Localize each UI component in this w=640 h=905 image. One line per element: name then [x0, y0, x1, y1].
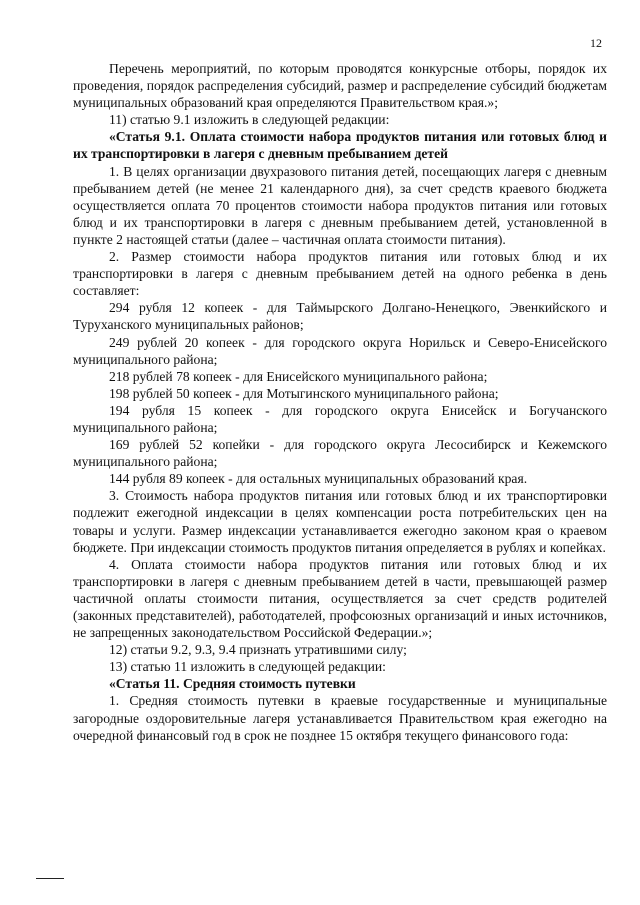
page-number: 12	[590, 36, 602, 50]
paragraph-9-1-point-4: 4. Оплата стоимости набора продуктов питания или готовых блюд и их транспортировки в лагеря с дневным пребыванием детей в части, превышающей размер частичной оплаты стоимости питания, осуществляется за счет средств родителей (законных представителей), работодателей, профсоюзных организаций и иных источников, не запрещенных законодательством Российской Федерации.»;	[73, 556, 607, 641]
paragraph-events-list: Перечень мероприятий, по которым проводятся конкурсные отборы, порядок их проведения, порядок распределения субсидий, размер и распределение субсидий бюджетам муниципальных образований края определяются Правительством края.»;	[73, 61, 607, 111]
paragraph-9-1-point-2: 2. Размер стоимости набора продуктов питания или готовых блюд и их транспортировки в лагеря с дневным пребыванием детей на одного ребенка в день составляет:	[73, 249, 607, 299]
footer-divider	[36, 878, 64, 879]
price-item-194: 194 рубля 15 копеек - для городского округа Енисейск и Богучанского муниципального района;	[73, 402, 607, 435]
paragraph-item-13: 13) статью 11 изложить в следующей редакции:	[109, 659, 386, 675]
price-item-169: 169 рублей 52 копейки - для городского округа Лесосибирск и Кежемского муниципального района;	[73, 437, 607, 470]
document-body	[73, 60, 607, 744]
paragraph-item-11: 11) статью 9.1 изложить в следующей редакции:	[109, 112, 390, 128]
paragraph-item-12: 12) статьи 9.2, 9.3, 9.4 признать утратившими силу;	[109, 642, 407, 658]
price-item-144: 144 рубля 89 копеек - для остальных муниципальных образований края.	[109, 471, 528, 487]
article-9-1-heading: «Статья 9.1. Оплата стоимости набора продуктов питания или готовых блюд и их транспортировки в лагеря с дневным пребыванием детей	[73, 129, 607, 162]
price-item-249: 249 рублей 20 копеек - для городского округа Норильск и Северо-Енисейского муниципального района;	[73, 334, 607, 367]
article-11-heading: «Статья 11. Средняя стоимость путевки	[109, 676, 356, 692]
price-item-294: 294 рубля 12 копеек - для Таймырского Долгано-Ненецкого, Эвенкийского и Туруханского муниципальных районов;	[73, 300, 607, 333]
price-item-218: 218 рублей 78 копеек - для Енисейского муниципального района;	[109, 368, 488, 384]
paragraph-11-point-1: 1. Средняя стоимость путевки в краевые государственные и муниципальные загородные оздоровительные лагеря устанавливается Правительством края ежегодно на очередной финансовый год в срок не позднее 15 октября текущего финансового года:	[73, 693, 607, 743]
paragraph-9-1-point-1: 1. В целях организации двухразового питания детей, посещающих лагеря с дневным пребыванием детей (не менее 21 календарного дня), за счет средств краевого бюджета осуществляется оплата 70 процентов стоимости набора продуктов питания или готовых блюд и их транспортировки в лагеря с дневным пребыванием детей, установленной в пункте 2 настоящей статьи (далее – частичная оплата стоимости питания).	[73, 163, 607, 247]
price-item-198: 198 рублей 50 копеек - для Мотыгинского муниципального района;	[109, 385, 499, 401]
paragraph-9-1-point-3: 3. Стоимость набора продуктов питания или готовых блюд и их транспортировки подлежит ежегодной индексации в целях компенсации роста потребительских цен на товары и услуги. Размер индексации устанавливается ежегодно законом края о краевом бюджете. При индексации стоимость продуктов питания определяется в рублях и копейках.	[73, 488, 607, 555]
